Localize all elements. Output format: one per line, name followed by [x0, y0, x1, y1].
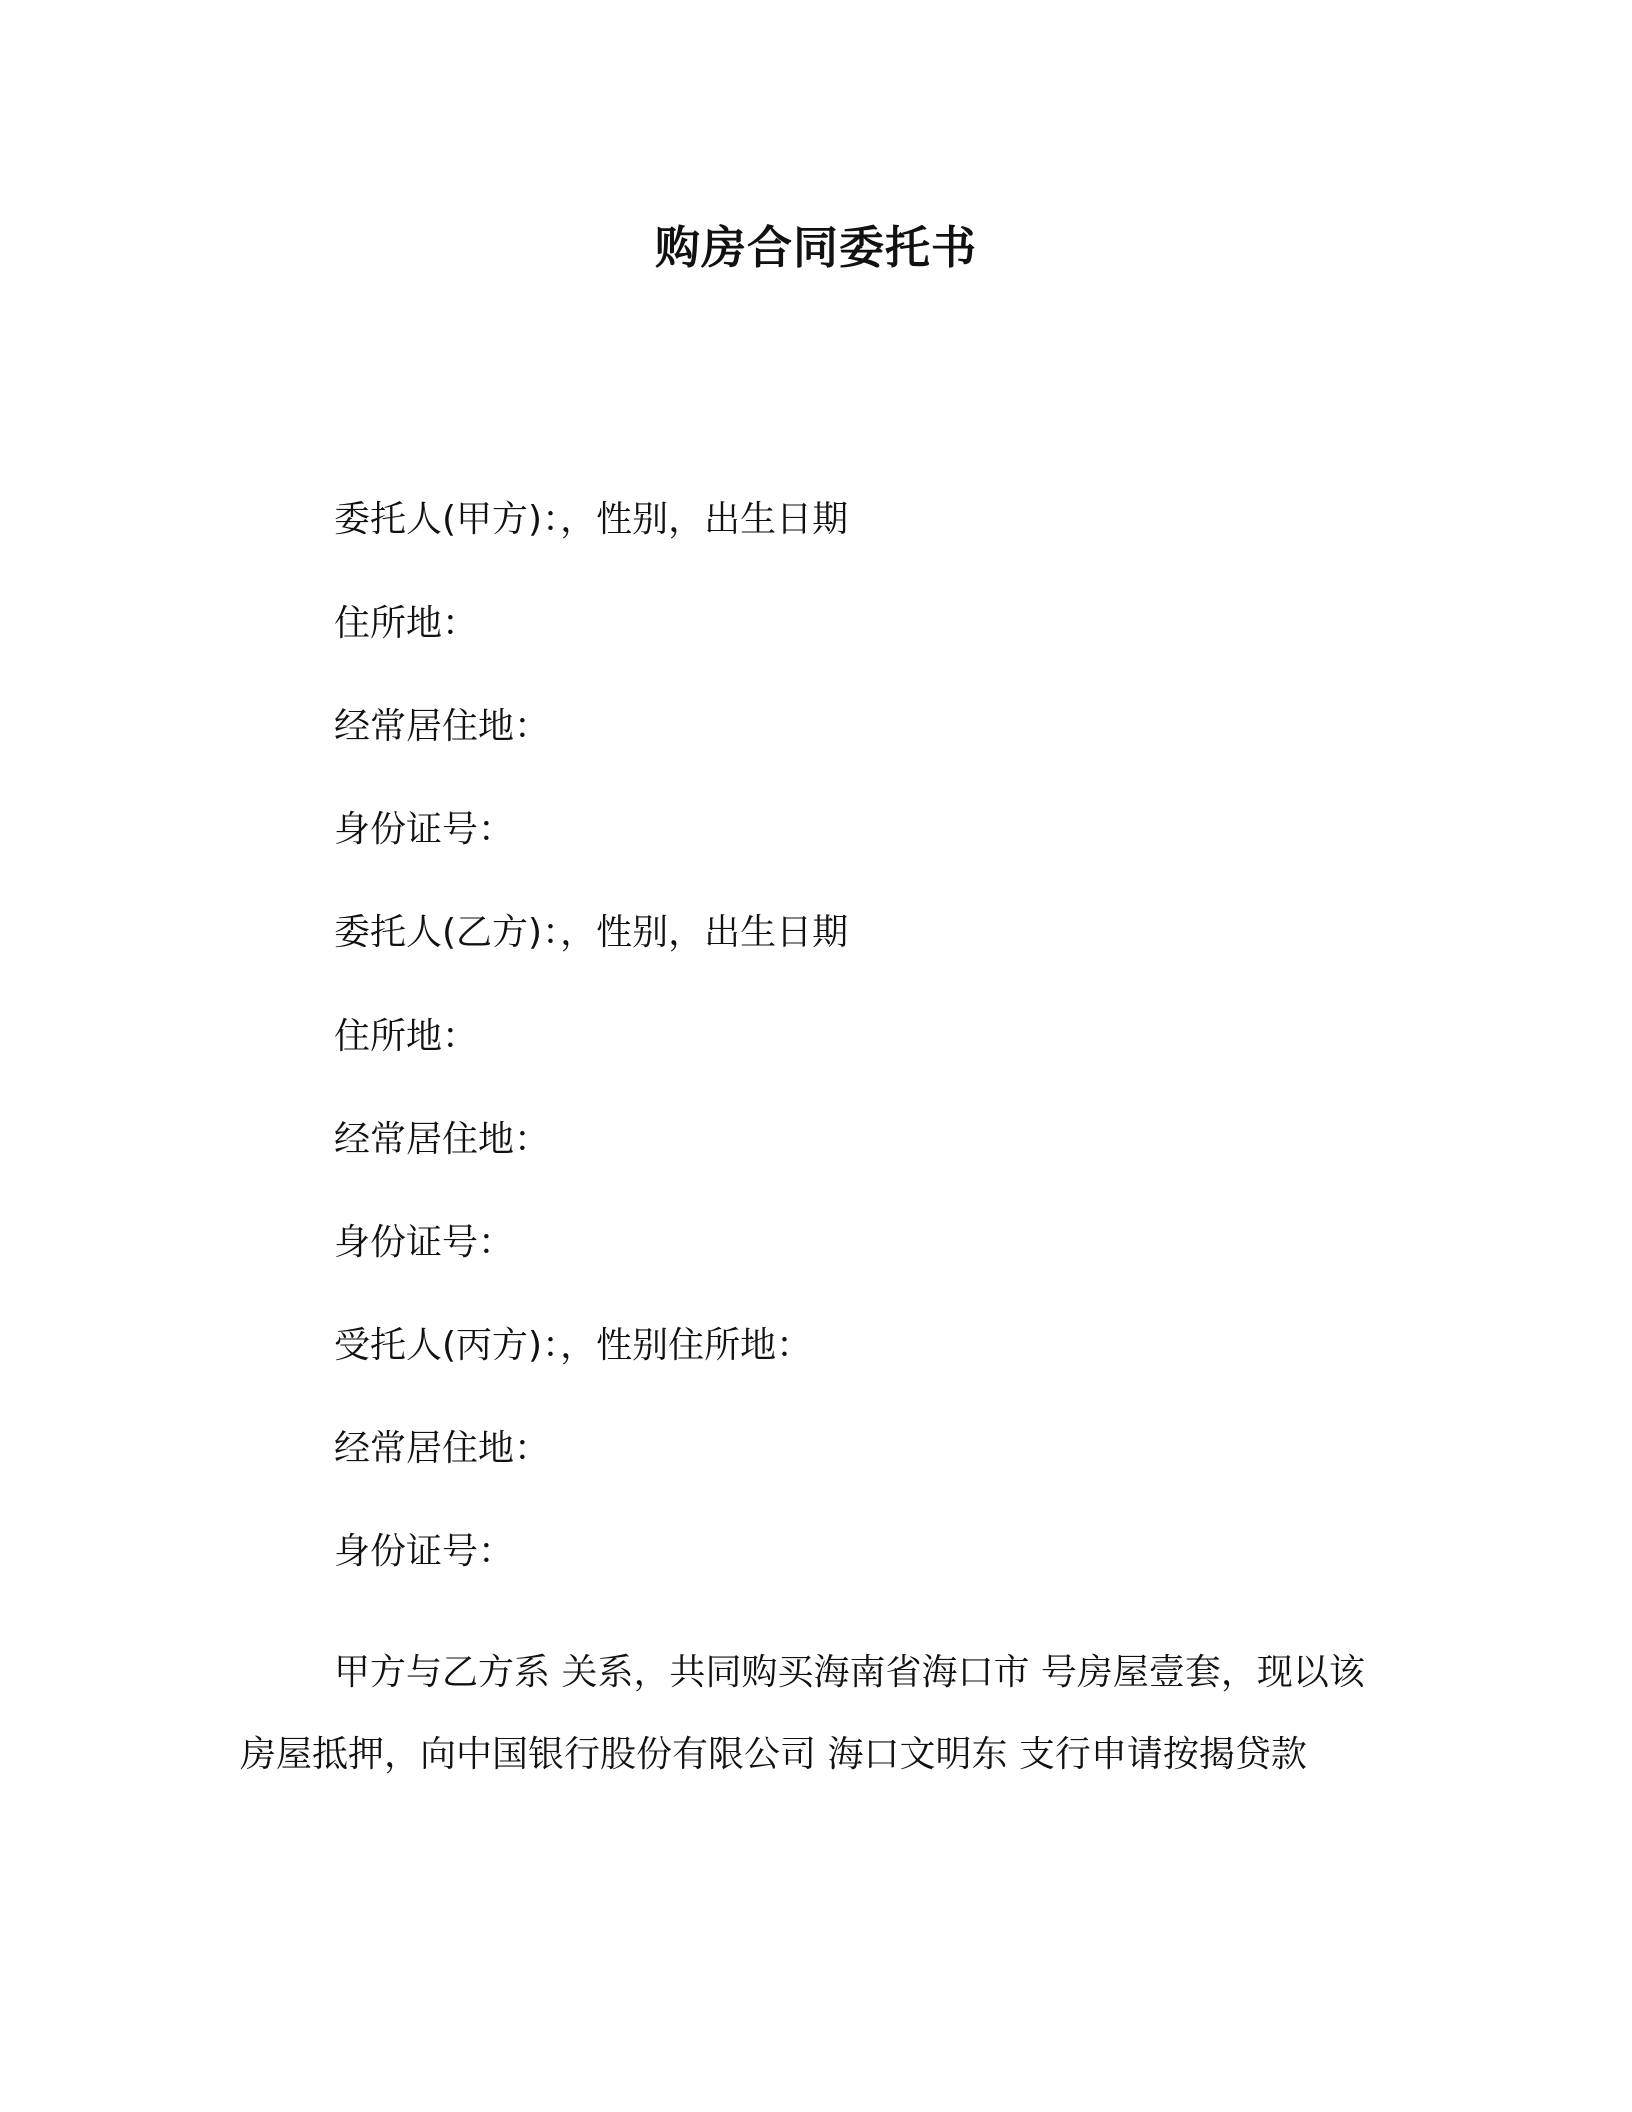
document-title: 购房合同委托书: [654, 221, 977, 274]
party-a-habitual-residence: 经常居住地：: [334, 706, 551, 747]
party-c-id-number: 身份证号：: [334, 1531, 515, 1572]
body-paragraph: 甲方与乙方系 关系，共同购买海南省海口市 号房屋壹套，现以该房屋抵押，向中国银行股份有限公司 海口文明东 支行申请按揭贷款: [240, 1652, 1365, 1775]
party-a-id-number: 身份证号：: [334, 809, 515, 850]
party-b-residence: 住所地：: [334, 1016, 479, 1057]
party-c-header: 受托人(丙方)：，性别住所地：: [334, 1325, 813, 1366]
party-a-residence: 住所地：: [334, 603, 479, 644]
party-b-header: 委托人(乙方)：，性别，出生日期: [334, 912, 849, 953]
party-b-id-number: 身份证号：: [334, 1222, 515, 1263]
party-a-header: 委托人(甲方)：，性别，出生日期: [334, 499, 849, 540]
party-b-habitual-residence: 经常居住地：: [334, 1119, 551, 1160]
party-c-habitual-residence: 经常居住地：: [334, 1428, 551, 1469]
